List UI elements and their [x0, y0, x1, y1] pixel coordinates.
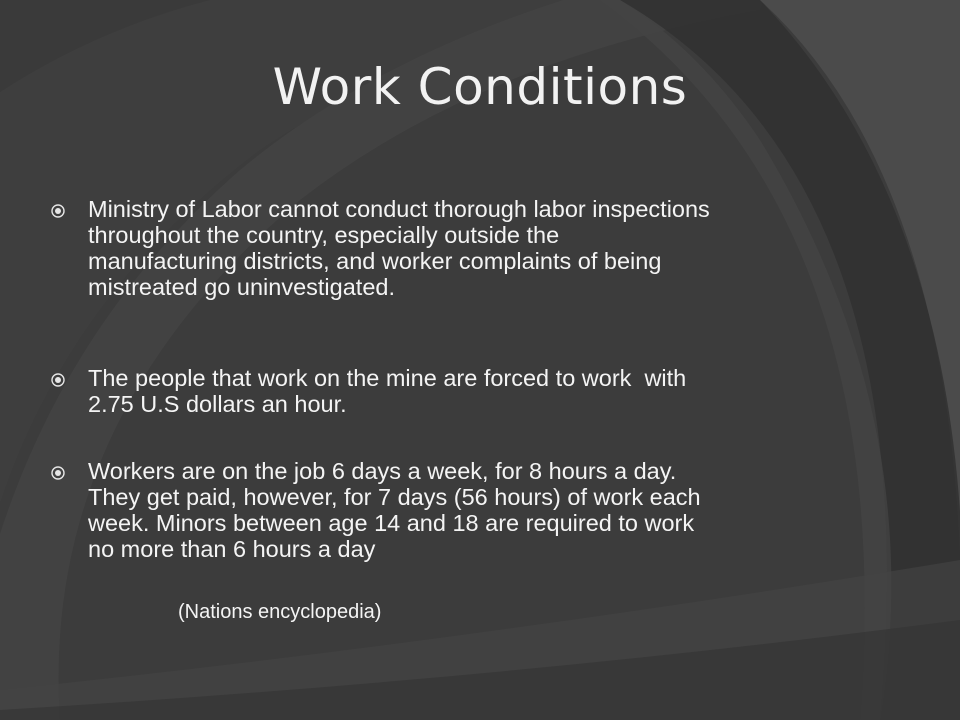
bullet-item-3 [50, 458, 840, 562]
slide-title: Work Conditions [272, 58, 688, 116]
bullet-text: Ministry of Labor cannot conduct thorough labor inspections throughout the country, especially outside the manufacturing districts, and worker complaints of being mistreated go uninvestigated. [88, 196, 710, 300]
bullet-item-2 [50, 365, 840, 417]
circled-dot-icon [50, 203, 66, 219]
bullet-item-1 [50, 196, 840, 300]
bullet-text: Workers are on the job 6 days a week, for 8 hours a day. They get paid, however, for 7 days (56 hours) of work each week. Minors between age 14 and 18 are required to work no more than 6 hours a day [88, 458, 701, 562]
circled-dot-icon [50, 372, 66, 388]
circled-dot-icon [50, 465, 66, 481]
bullet-text: The people that work on the mine are forced to work with 2.75 U.S dollars an hour. [88, 365, 687, 417]
citation: (Nations encyclopedia) [178, 601, 382, 623]
